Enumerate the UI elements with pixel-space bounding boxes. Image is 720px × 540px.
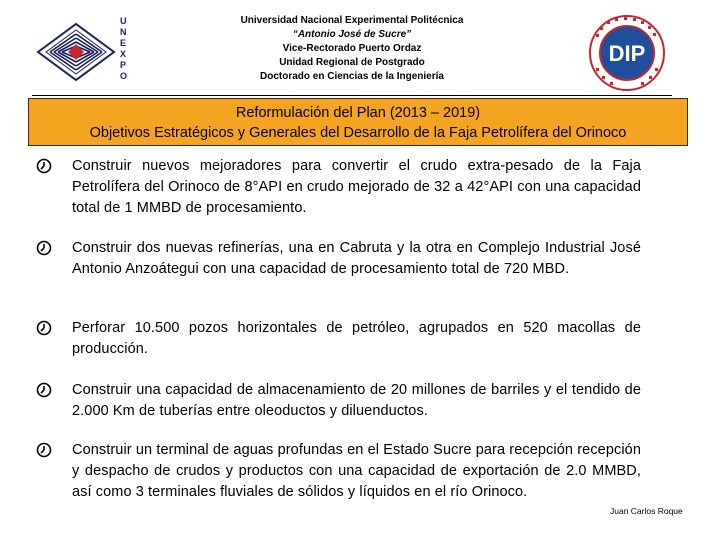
slide-title: Reformulación del Plan (2013 – 2019) bbox=[235, 105, 481, 121]
clock-icon bbox=[36, 442, 52, 458]
dip-logo bbox=[588, 14, 666, 92]
unexpo-emblem-icon bbox=[36, 22, 116, 84]
university-namesake: “Antonio José de Sucre” bbox=[292, 29, 412, 40]
postgraduate-unit: Unidad Regional de Postgrado bbox=[279, 57, 425, 68]
unexpo-letter: O bbox=[120, 71, 128, 81]
university-name: Universidad Nacional Experimental Politécnica bbox=[240, 15, 464, 26]
dip-seal-icon bbox=[588, 14, 666, 92]
unexpo-letter: U bbox=[120, 16, 127, 26]
objective-text: Perforar 10.500 pozos horizontales de petróleo, agrupados en 520 macollas de producción. bbox=[72, 320, 641, 357]
unexpo-logo bbox=[36, 16, 132, 92]
objective-text: Construir dos nuevas refinerías, una en Cabruta y la otra en Complejo Industrial José Antonio Anzoátegui con una capacidad de procesamiento total de 720 MBD. bbox=[72, 240, 641, 277]
unexpo-letter: X bbox=[120, 49, 127, 59]
vice-rectorate: Vice-Rectorado Puerto Ordaz bbox=[282, 43, 422, 54]
clock-icon bbox=[36, 382, 52, 398]
unexpo-letter: N bbox=[120, 27, 127, 37]
clock-icon bbox=[36, 320, 52, 336]
unexpo-letter: E bbox=[120, 38, 127, 48]
header-divider bbox=[32, 95, 672, 96]
institution-header bbox=[200, 14, 504, 84]
clock-icon bbox=[36, 158, 52, 174]
doctoral-program: Doctorado en Ciencias de la Ingeniería bbox=[260, 71, 444, 82]
objective-text: Construir una capacidad de almacenamiento de 20 millones de barriles y el tendido de 2.000 Km de tuberías entre oleoductos y diluenductos. bbox=[72, 382, 641, 419]
objective-text: Construir nuevos mejoradores para convertir el crudo extra-pesado de la Faja Petrolífera del Orinoco de 8°API en crudo mejorado de 32 a 42°API con una capacidad total de 1 MMBD de procesamiento. bbox=[72, 158, 641, 216]
clock-icon bbox=[36, 240, 52, 256]
author-credit: Juan Carlos Roque bbox=[610, 506, 683, 516]
objective-text: Construir un terminal de aguas profundas en el Estado Sucre para recepción recepción y despacho de crudos y productos con una capacidad de exportación de 2.0 MMBD, así como 3 terminales fluviales de sólidos y líquidos en el río Orinoco. bbox=[72, 442, 641, 500]
slide-subtitle: Objetivos Estratégicos y Generales del Desarrollo de la Faja Petrolífera del Orinoco bbox=[89, 125, 627, 141]
dip-logo-text: DIP bbox=[608, 41, 646, 66]
unexpo-letters bbox=[120, 16, 132, 82]
slide-title-box bbox=[28, 98, 688, 146]
unexpo-letter: P bbox=[120, 60, 127, 70]
